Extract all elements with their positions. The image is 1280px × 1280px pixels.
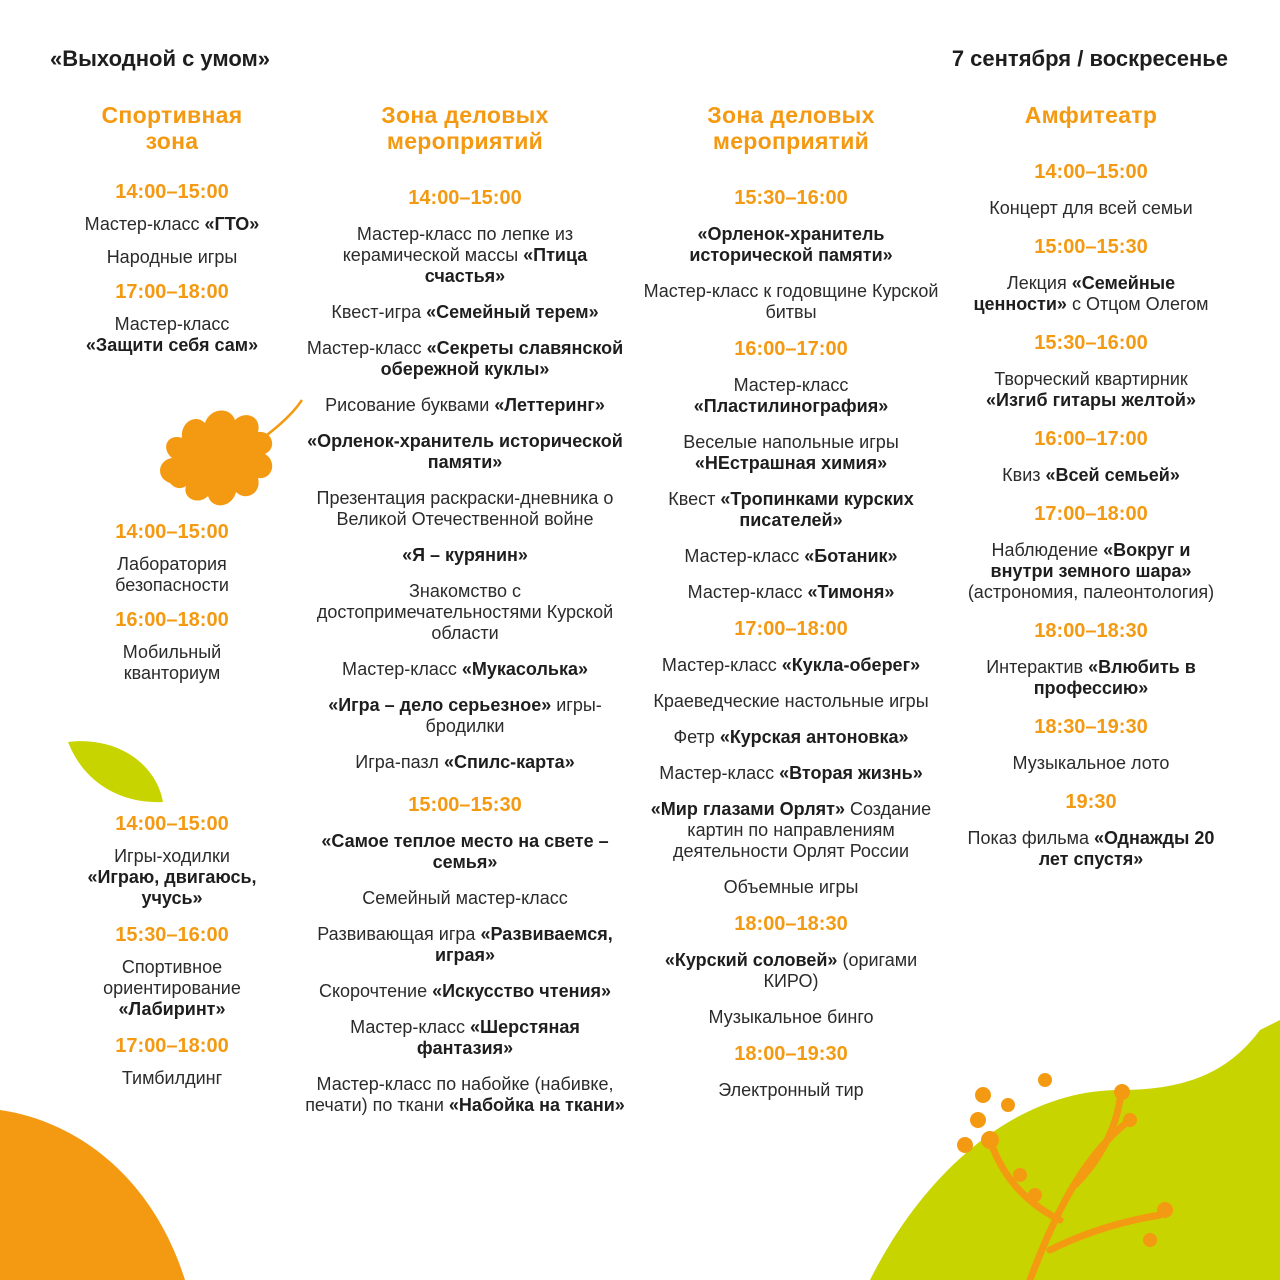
event-name: «Мир глазами Орлят» bbox=[650, 799, 845, 819]
time-slot: 16:00–17:00 bbox=[734, 338, 848, 360]
event-text: Фетр bbox=[673, 727, 720, 747]
event-item bbox=[77, 214, 267, 235]
column-amphitheater bbox=[955, 102, 1227, 870]
orange-corner-blob bbox=[0, 1110, 190, 1280]
event-name: «Тропинками курских писателей» bbox=[720, 489, 914, 530]
event-text: игры-бродилки bbox=[425, 695, 602, 736]
time-slot: 18:00–18:30 bbox=[734, 913, 848, 935]
event-text: Объемные игры bbox=[723, 877, 859, 897]
event-text: (астрономия, палеонтология) bbox=[967, 582, 1215, 602]
zone-title: Амфитеатр bbox=[1024, 102, 1158, 128]
event-text: Мастер-класс к годовщине Курской битвы bbox=[643, 281, 939, 322]
column-sport-zone bbox=[48, 102, 296, 1089]
time-slot: 14:00–15:00 bbox=[408, 187, 522, 209]
zone-title: Зона деловых мероприятий bbox=[707, 102, 875, 154]
event-text: Народные игры bbox=[106, 247, 238, 267]
event-text: Создание картин по направлениям деятельности Орлят России bbox=[672, 799, 932, 861]
event-item bbox=[961, 369, 1221, 411]
event-item bbox=[77, 957, 267, 1020]
event-date: 7 сентября / воскресенье bbox=[951, 46, 1228, 71]
event-name: «Я – курянин» bbox=[402, 545, 528, 565]
event-name: «Секреты славянской обережной куклы» bbox=[380, 338, 624, 379]
event-item bbox=[641, 1080, 941, 1101]
event-name: «Спилс-карта» bbox=[443, 752, 575, 772]
time-slot: 15:30–16:00 bbox=[115, 924, 229, 946]
event-item bbox=[641, 799, 941, 862]
event-item bbox=[305, 338, 625, 380]
event-item bbox=[961, 657, 1221, 699]
event-text: Спортивное ориентирование bbox=[103, 957, 241, 998]
event-text: Музыкальное бинго bbox=[708, 1007, 874, 1027]
event-item bbox=[77, 554, 267, 596]
event-item bbox=[305, 488, 625, 530]
event-name: «Пластилинография» bbox=[693, 396, 889, 416]
event-name: «Кукла-оберег» bbox=[781, 655, 921, 675]
time-slot: 14:00–15:00 bbox=[115, 813, 229, 835]
event-item bbox=[641, 224, 941, 266]
time-slot: 14:00–15:00 bbox=[115, 521, 229, 543]
time-slot: 15:00–15:30 bbox=[1034, 236, 1148, 258]
time-slot: 18:30–19:30 bbox=[1034, 716, 1148, 738]
event-text: Квест-игра bbox=[331, 302, 427, 322]
time-slot: 16:00–18:00 bbox=[115, 609, 229, 631]
time-slot: 15:00–15:30 bbox=[408, 794, 522, 816]
time-slot: 18:00–19:30 bbox=[734, 1043, 848, 1065]
event-text: Презентация раскраски-дневника о Великой Отечественной войне bbox=[316, 488, 614, 529]
time-slot: 17:00–18:00 bbox=[1034, 503, 1148, 525]
event-item bbox=[641, 375, 941, 417]
event-item bbox=[961, 273, 1221, 315]
event-text: Мастер-класс по набойке (набивке, печати) по ткани bbox=[305, 1074, 614, 1115]
event-text: Концерт для всей семьи bbox=[989, 198, 1193, 218]
time-slot: 15:30–16:00 bbox=[734, 187, 848, 209]
event-text: Тимбилдинг bbox=[121, 1068, 223, 1088]
event-text: с Отцом Олегом bbox=[1066, 294, 1209, 314]
event-item bbox=[305, 659, 625, 680]
event-name: «ГТО» bbox=[204, 214, 260, 234]
event-text: (оригами КИРО) bbox=[763, 950, 918, 991]
event-text: Творческий квартирник bbox=[994, 369, 1188, 389]
event-item bbox=[77, 642, 267, 684]
event-text: Музыкальное лото bbox=[1012, 753, 1170, 773]
event-name: «Орленок-хранитель исторической памяти» bbox=[689, 224, 893, 265]
event-text: Игры-ходилки bbox=[114, 846, 230, 866]
event-text: Лаборатория безопасности bbox=[115, 554, 229, 595]
event-text: Мастер-класс bbox=[684, 546, 805, 566]
event-item bbox=[641, 432, 941, 474]
event-name: «Шерстяная фантазия» bbox=[416, 1017, 580, 1058]
event-name: «Ботаник» bbox=[804, 546, 898, 566]
event-item bbox=[305, 752, 625, 773]
zone-title: Спортивная зона bbox=[101, 102, 243, 154]
time-slot: 17:00–18:00 bbox=[115, 281, 229, 303]
event-name: «Семейные ценности» bbox=[973, 273, 1176, 314]
event-text: Электронный тир bbox=[718, 1080, 864, 1100]
event-item bbox=[305, 545, 625, 566]
event-name: «Играю, двигаюсь, учусь» bbox=[87, 867, 257, 908]
event-text: Лекция bbox=[1006, 273, 1072, 293]
event-text: Семейный мастер-класс bbox=[362, 888, 568, 908]
time-slot: 17:00–18:00 bbox=[115, 1035, 229, 1057]
event-item bbox=[77, 1068, 267, 1089]
event-text: Мастер-класс bbox=[687, 582, 808, 602]
event-name: «Леттеринг» bbox=[494, 395, 605, 415]
column-business-zone-1 bbox=[300, 102, 630, 1116]
event-item bbox=[961, 540, 1221, 603]
event-text: Краеведческие настольные игры bbox=[653, 691, 929, 711]
event-text: Мастер-класс bbox=[659, 763, 780, 783]
event-name: «Курский соловей» bbox=[664, 950, 838, 970]
time-slot: 18:00–18:30 bbox=[1034, 620, 1148, 642]
event-item bbox=[305, 302, 625, 323]
event-item bbox=[305, 581, 625, 644]
event-item bbox=[961, 753, 1221, 774]
event-item bbox=[961, 198, 1221, 219]
event-name: «Влюбить в профессию» bbox=[1033, 657, 1196, 698]
event-item bbox=[77, 846, 267, 909]
event-text: Скорочтение bbox=[318, 981, 433, 1001]
event-text: Интерактив bbox=[986, 657, 1089, 677]
event-text: Мастер-класс bbox=[306, 338, 427, 358]
time-slot: 15:30–16:00 bbox=[1034, 332, 1148, 354]
event-item bbox=[641, 489, 941, 531]
event-name: «Лабиринт» bbox=[118, 999, 226, 1019]
event-item bbox=[77, 247, 267, 268]
event-name: «Тимоня» bbox=[807, 582, 895, 602]
event-name: «Игра – дело серьезное» bbox=[328, 695, 552, 715]
event-text: Квиз bbox=[1002, 465, 1046, 485]
event-item bbox=[641, 655, 941, 676]
event-item bbox=[77, 314, 267, 356]
event-text: Знакомство с достопримечательностями Курской области bbox=[316, 581, 614, 643]
event-name: «Орленок-хранитель исторической памяти» bbox=[307, 431, 623, 472]
event-item bbox=[641, 877, 941, 898]
event-item bbox=[641, 281, 941, 323]
event-text: Показ фильма bbox=[967, 828, 1094, 848]
event-text: Развивающая игра bbox=[317, 924, 481, 944]
event-text: Мастер-класс bbox=[84, 214, 205, 234]
event-item bbox=[305, 695, 625, 737]
event-item bbox=[641, 691, 941, 712]
event-text: Мастер-класс bbox=[350, 1017, 471, 1037]
event-item bbox=[641, 727, 941, 748]
event-text: Мастер-класс bbox=[342, 659, 462, 679]
event-text: Наблюдение bbox=[991, 540, 1104, 560]
event-item bbox=[641, 582, 941, 603]
event-name: «Семейный терем» bbox=[426, 302, 599, 322]
time-slot: 14:00–15:00 bbox=[1034, 161, 1148, 183]
event-name: «Однажды 20 лет спустя» bbox=[1038, 828, 1215, 869]
event-item bbox=[305, 924, 625, 966]
event-item bbox=[305, 888, 625, 909]
event-item bbox=[961, 828, 1221, 870]
event-item bbox=[641, 546, 941, 567]
event-text: Рисование буквами bbox=[325, 395, 495, 415]
event-name: «Вокруг и внутри земного шара» bbox=[990, 540, 1192, 581]
event-text: Мастер-класс bbox=[661, 655, 782, 675]
event-item bbox=[305, 431, 625, 473]
event-item bbox=[305, 831, 625, 873]
event-text: Мастер-класс bbox=[733, 375, 849, 395]
time-slot: 19:30 bbox=[1065, 791, 1117, 813]
event-text: Игра-пазл bbox=[355, 752, 444, 772]
time-slot: 17:00–18:00 bbox=[734, 618, 848, 640]
event-name: «Птица счастья» bbox=[424, 245, 588, 286]
event-name: «Изгиб гитары желтой» bbox=[986, 390, 1196, 410]
event-name: «Мукасолька» bbox=[461, 659, 588, 679]
event-item bbox=[305, 224, 625, 287]
event-item bbox=[641, 763, 941, 784]
event-name: «Самое теплое место на свете – семья» bbox=[321, 831, 609, 872]
event-name: «Развиваемся, играя» bbox=[434, 924, 613, 965]
event-text: Мобильный кванториум bbox=[122, 642, 222, 683]
event-text: Квест bbox=[668, 489, 721, 509]
event-item bbox=[305, 1074, 625, 1116]
event-item bbox=[961, 465, 1221, 486]
time-slot: 16:00–17:00 bbox=[1034, 428, 1148, 450]
event-text: Мастер-класс по лепке из керамической массы bbox=[342, 224, 574, 265]
event-item bbox=[305, 981, 625, 1002]
zone-title: Зона деловых мероприятий bbox=[381, 102, 549, 154]
event-text: Мастер-класс bbox=[114, 314, 230, 334]
event-name: «Искусство чтения» bbox=[432, 981, 612, 1001]
event-item bbox=[641, 1007, 941, 1028]
event-name: «Набойка на ткани» bbox=[448, 1095, 625, 1115]
event-name: «Курская антоновка» bbox=[719, 727, 909, 747]
event-name: «Защити себя сам» bbox=[85, 335, 259, 355]
event-item bbox=[305, 395, 625, 416]
event-title: «Выходной с умом» bbox=[50, 46, 271, 71]
event-name: «Всей семьей» bbox=[1045, 465, 1180, 485]
event-name: «НЕстрашная химия» bbox=[694, 453, 888, 473]
event-item bbox=[305, 1017, 625, 1059]
time-slot: 14:00–15:00 bbox=[115, 181, 229, 203]
event-item bbox=[641, 950, 941, 992]
event-name: «Вторая жизнь» bbox=[779, 763, 923, 783]
event-text: Веселые напольные игры bbox=[683, 432, 899, 452]
column-business-zone-2 bbox=[630, 102, 952, 1101]
